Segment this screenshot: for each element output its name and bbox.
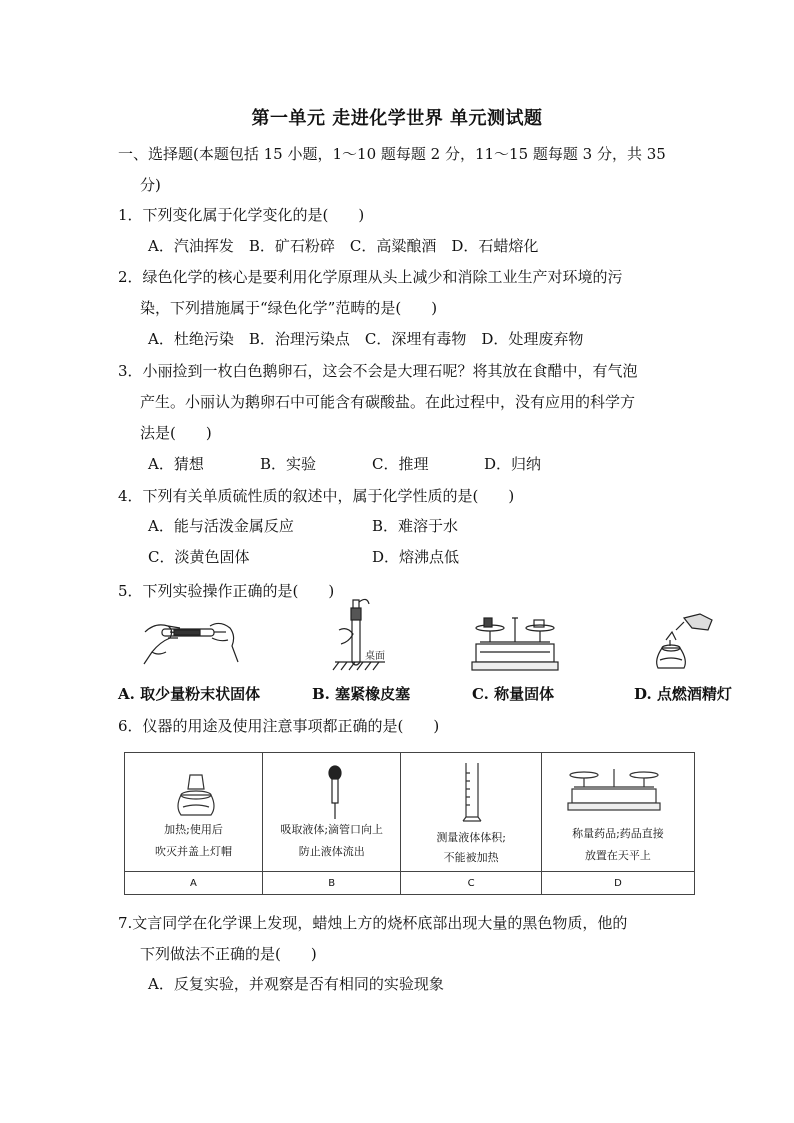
section-heading: 一、选择题(本题包括 15 小题，1～10 题每题 2 分，11～15 题每题 3 分，共 35 — [118, 145, 666, 163]
question-1-options: A．汽油挥发 B．矿石粉碎 C．高粱酿酒 D．石蜡熔化 — [148, 237, 539, 255]
instrument-letter-c: C — [401, 872, 541, 895]
question-7-stem-cont: 下列做法不正确的是( ) — [140, 945, 317, 963]
balance-figure — [470, 612, 560, 674]
question-4-option-a: A．能与活泼金属反应 — [148, 517, 294, 535]
question-3-option-b: B．实验 — [260, 455, 317, 473]
instrument-letter-a: A — [125, 872, 263, 895]
page-title: 第一单元 走进化学世界 单元测试题 — [251, 108, 543, 129]
question-4-option-c: C．淡黄色固体 — [148, 548, 250, 566]
instrument-desc-c-2: 不能被加热 — [443, 851, 499, 864]
desk-label: 桌面 — [365, 651, 385, 662]
question-3-stem-end: 法是( ) — [140, 424, 212, 442]
section-heading-cont: 分) — [140, 176, 161, 194]
question-5-label-c: C. 称量固体 — [472, 685, 555, 703]
instrument-table — [124, 752, 695, 895]
question-5-label-b: B. 塞紧橡皮塞 — [312, 685, 411, 703]
instrument-cell-d — [541, 753, 694, 872]
question-3-stem-cont: 产生。小丽认为鹅卵石中可能含有碳酸盐。在此过程中，没有应用的科学方 — [140, 393, 636, 411]
question-2-stem-cont: 染，下列措施属于“绿色化学”范畴的是( ) — [140, 299, 438, 317]
alcohol-lamp-figure — [640, 610, 720, 676]
question-7-option-a: A．反复实验，并观察是否有相同的实验现象 — [148, 975, 444, 993]
question-4-option-d: D．熔沸点低 — [372, 548, 460, 566]
instrument-cell-a — [125, 753, 263, 872]
graduated-cylinder-icon — [461, 761, 483, 825]
instrument-desc-a-2: 吹灭并盖上灯帽 — [154, 845, 232, 858]
instrument-desc-c-1: 测量液体体积; — [436, 831, 507, 844]
instrument-desc-b-2: 防止液体流出 — [298, 845, 365, 858]
question-3-option-d: D．归纳 — [484, 455, 542, 473]
question-5-label-a: A. 取少量粉末状固体 — [118, 685, 261, 703]
question-1-stem: 1．下列变化属于化学变化的是( ) — [118, 206, 365, 224]
instrument-cell-b — [262, 753, 401, 872]
balance-icon — [566, 765, 662, 813]
stopper-figure — [325, 590, 395, 678]
question-3-stem: 3．小丽捡到一枚白色鹅卵石，这会不会是大理石呢？将其放在食醋中，有气泡 — [118, 362, 638, 380]
question-7-stem: 7.文言同学在化学课上发现，蜡烛上方的烧杯底部出现大量的黑色物质，他的 — [118, 914, 628, 932]
question-3-option-a: A．猜想 — [148, 455, 204, 473]
instrument-desc-b-1: 吸取液体;滴管口向上 — [280, 823, 384, 836]
question-2-options: A．杜绝污染 B．治理污染点 C．深埋有毒物 D．处理废弃物 — [148, 330, 584, 348]
question-6-stem: 6．仪器的用途及使用注意事项都正确的是( ) — [118, 717, 440, 735]
question-4-stem: 4．下列有关单质硫性质的叙述中，属于化学性质的是( ) — [118, 487, 515, 505]
question-2-stem: 2．绿色化学的核心是要利用化学原理从头上减少和消除工业生产对环境的污 — [118, 268, 623, 286]
question-4-option-b: B．难溶于水 — [372, 517, 459, 535]
instrument-cell-c — [401, 753, 541, 872]
instrument-desc-d-2: 放置在天平上 — [584, 849, 651, 862]
question-5-stem: 5．下列实验操作正确的是( ) — [118, 582, 335, 600]
question-5-label-d: D. 点燃酒精灯 — [634, 685, 732, 703]
dropper-icon — [325, 765, 345, 821]
alcohol-lamp-icon — [173, 773, 219, 819]
instrument-letter-d: D — [541, 872, 694, 895]
instrument-desc-d-1: 称量药品;药品直接 — [572, 827, 664, 840]
question-3-option-c: C．推理 — [372, 455, 429, 473]
instrument-desc-a-1: 加热;使用后 — [164, 823, 223, 836]
instrument-letter-b: B — [262, 872, 401, 895]
powder-tube-figure — [140, 612, 240, 674]
